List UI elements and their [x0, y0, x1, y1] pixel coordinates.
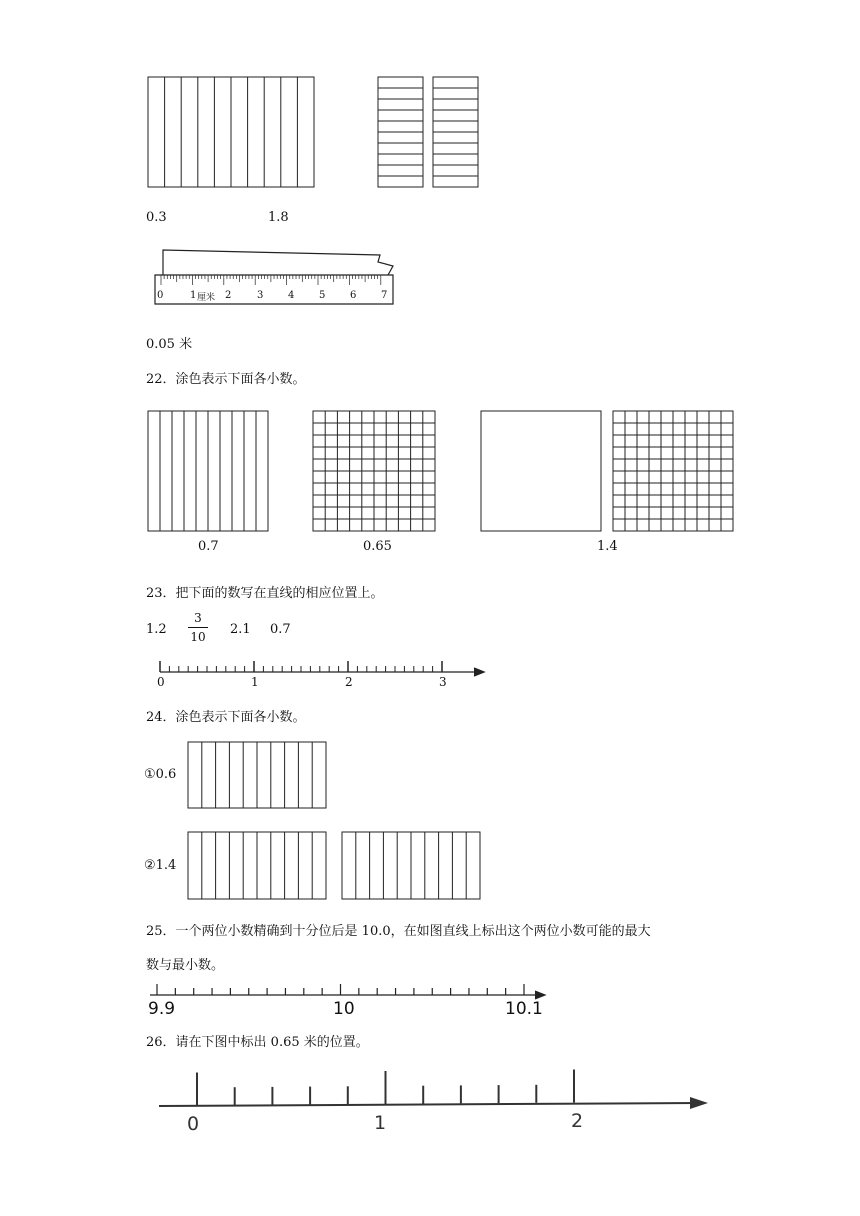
- fraction-bar: [188, 627, 208, 628]
- q24-strips-a-frame: [188, 742, 326, 808]
- q22-label-0-65: 0.65: [363, 539, 392, 554]
- q23-number-2-1: 2.1: [230, 622, 251, 637]
- q24-item-2: ②1.4: [144, 858, 177, 873]
- question-25-title-line1: 25．一个两位小数精确到十分位后是 10.0，在如图直线上标出这个两位小数可能的最大: [146, 924, 651, 939]
- q23-axis-3: 3: [439, 675, 447, 689]
- q23-arrowhead: [474, 668, 484, 676]
- q26-axis-1: 1: [374, 1112, 387, 1134]
- ruler-tick-3: 3: [257, 290, 264, 301]
- q25-axis-10-1: 10.1: [505, 999, 543, 1019]
- q25-axis-9-9: 9.9: [148, 999, 176, 1019]
- ruler-tape: [163, 250, 393, 275]
- q24-item-1: ①0.6: [144, 767, 177, 782]
- ruler-tick-4: 4: [288, 290, 295, 301]
- q22-tenths-frame: [148, 411, 268, 531]
- q26-axis-0: 0: [187, 1113, 200, 1135]
- q22-hundredths-2-frame: [613, 411, 733, 531]
- label-1-8: 1.8: [268, 210, 289, 225]
- question-22-title: 22．涂色表示下面各小数。: [146, 372, 306, 387]
- ruler-tick-6: 6: [350, 290, 357, 301]
- ruler-tick-5: 5: [319, 290, 326, 301]
- q25-arrowhead: [535, 991, 545, 999]
- q23-axis-1: 1: [251, 675, 259, 689]
- ruler-tick-0: 0: [157, 290, 164, 301]
- hundredths-right-frame: [433, 77, 478, 187]
- fraction-denominator: 10: [190, 630, 206, 644]
- question-24-title: 24．涂色表示下面各小数。: [146, 710, 306, 725]
- q23-axis-0: 0: [157, 675, 165, 689]
- q23-fraction: [188, 611, 208, 644]
- q22-label-1-4: 1.4: [597, 539, 618, 554]
- tenths-strips-frame: [148, 77, 314, 187]
- q22-hundredths-frame: [313, 411, 435, 531]
- q22-whole-square: [481, 411, 601, 531]
- q26-arrowhead: [690, 1097, 708, 1109]
- q24-strips-b1-frame: [188, 832, 326, 899]
- q26-axis-2: 2: [571, 1110, 584, 1132]
- question-23-title: 23．把下面的数写在直线的相应位置上。: [146, 586, 384, 601]
- q26-axis-line: [159, 1103, 698, 1106]
- q22-label-0-7: 0.7: [198, 539, 219, 554]
- ruler-tick-2: 2: [225, 290, 232, 301]
- q23-number-1-2: 1.2: [146, 622, 167, 637]
- q25-axis-10: 10: [333, 999, 355, 1019]
- label-0-05-m: 0.05 米: [146, 337, 193, 352]
- q23-axis-2: 2: [345, 675, 353, 689]
- question-26-title: 26．请在下图中标出 0.65 米的位置。: [146, 1035, 369, 1050]
- ruler-tick-1: 1: [190, 290, 197, 301]
- label-0-3: 0.3: [146, 210, 167, 225]
- q23-number-0-7: 0.7: [270, 622, 291, 637]
- fraction-numerator: 3: [194, 611, 202, 625]
- q24-strips-b2-frame: [342, 832, 480, 899]
- question-25-title-line2: 数与最小数。: [146, 958, 225, 973]
- ruler-unit: 厘米: [197, 293, 216, 303]
- hundredths-left-frame: [378, 77, 423, 187]
- ruler-tick-7: 7: [381, 290, 388, 301]
